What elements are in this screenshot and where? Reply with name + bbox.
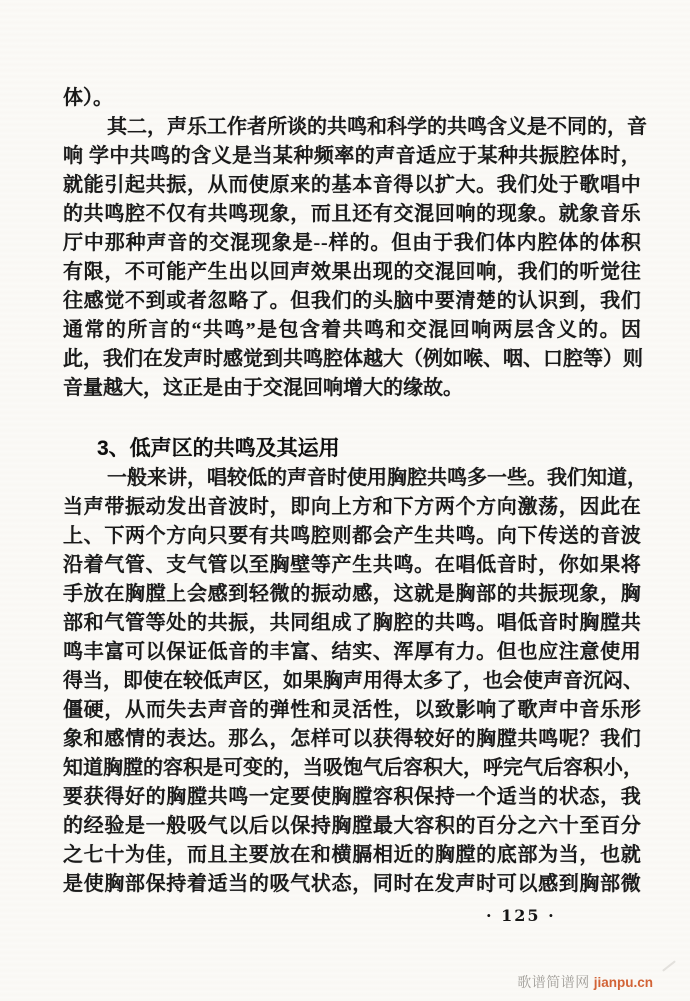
- scan-artifact-mark: [662, 960, 676, 971]
- body-line: 往 感 觉 不 到 或 者 忽 略 了 。 但 我 们 的 头 脑 中 要 清 楚 的 认 识 到 ， 我 们: [63, 290, 641, 312]
- body-line: 一 般 来 讲 ， 唱 较 低 的 声 音 时 使 用 胸 腔 共 鸣 多 一 些 。 我 们 知 道 ，: [107, 467, 647, 489]
- body-line: 有 限 ， 不 可 能 产 生 出 以 回 声 效 果 出 现 的 交 混 回 响 ， 我 们 的 听 觉 往: [63, 261, 641, 283]
- body-line: 上 、 下 两 个 方 向 只 要 有 共 鸣 腔 则 都 会 产 生 共 鸣 。 向 下 传 送 的 音 波: [63, 525, 641, 547]
- body-line: 沿 着 气 管 、 支 气 管 以 至 胸 壁 等 产 生 共 鸣 。 在 唱 低 音 时 ， 你 如 果 将: [63, 554, 641, 576]
- body-line: 厅 中 那 种 声 音 的 交 混 现 象 是 - - 样 的 。 但 由 于 我 们 体 内 腔 体 的 体 积: [63, 232, 641, 254]
- body-line: 之 七 十 为 佳 ， 而 且 主 要 放 在 和 横 膈 相 近 的 胸 膛 的 底 部 为 当 ， 也 就: [63, 844, 641, 866]
- body-line: 鸣 丰 富 可 以 保 证 低 音 的 丰 富 、 结 实 、 浑 厚 有 力 。 但 也 应 注 意 使 用: [63, 641, 641, 663]
- page-body: [63, 84, 647, 899]
- body-line: 此 ， 我 们 在 发 声 时 感 觉 到 共 鸣 腔 体 越 大 （ 例 如 喉 、 咽 、 口 腔 等 ） 则: [63, 348, 643, 370]
- body-line: 要 获 得 好 的 胸 膛 共 鸣 一 定 要 使 胸 膛 容 积 保 持 一 个 适 当 的 状 态 ， 我: [63, 786, 641, 808]
- page-number: · 125 ·: [486, 906, 556, 925]
- body-line: 部 和 气 管 等 处 的 共 振 ， 共 同 组 成 了 胸 腔 的 共 鸣 。 唱 低 音 时 胸 膛 共: [63, 612, 641, 634]
- body-line: 通 常 的 所 言 的 “ 共 鸣 ” 是 包 含 着 共 鸣 和 交 混 回 响 两 层 含 义 的 。 因: [63, 319, 641, 341]
- body-line: 僵 硬 ， 从 而 失 去 声 音 的 弹 性 和 灵 活 性 ， 以 致 影 响 了 歌 声 中 音 乐 形: [63, 699, 641, 721]
- body-line: 是 使 胸 部 保 持 着 适 当 的 吸 气 状 态 ， 同 时 在 发 声 时 可 以 感 到 胸 部 微: [63, 873, 641, 895]
- section-heading: 3、低声区的共鸣及其运用: [97, 437, 340, 460]
- body-line: 其 二 ， 声 乐 工 作 者 所 谈 的 共 鸣 和 科 学 的 共 鸣 含 义 是 不 同 的 ， 音: [107, 116, 647, 138]
- watermark-site-name: 歌谱简谱网: [517, 974, 590, 990]
- body-line: 当 声 带 振 动 发 出 音 波 时 ， 即 向 上 方 和 下 方 两 个 方 向 激 荡 ， 因 此 在: [63, 496, 641, 518]
- body-line: 手 放 在 胸 膛 上 会 感 到 轻 微 的 振 动 感 ， 这 就 是 胸 部 的 共 振 现 象 ， 胸: [63, 583, 641, 605]
- watermark-domain: jianpu.cn: [593, 975, 653, 990]
- watermark: [517, 972, 653, 992]
- body-line: 响 学 中 共 鸣 的 含 义 是 当 某 种 频 率 的 声 音 适 应 于 某 种 共 振 腔 体 时 ，: [63, 145, 641, 167]
- body-line: 的 经 验 是 一 般 吸 气 以 后 以 保 持 胸 膛 最 大 容 积 的 百 分 之 六 十 至 百 分: [63, 815, 641, 837]
- body-line: 象 和 感 情 的 表 达 。 那 么 ， 怎 样 可 以 获 得 较 好 的 胸 膛 共 鸣 呢 ？ 我 们: [63, 728, 641, 750]
- body-line: 得 当 ， 即 使 在 较 低 声 区 ， 如 果 胸 声 用 得 太 多 了 ， 也 会 使 声 音 沉 闷 、: [63, 670, 643, 692]
- body-line: 体）。: [63, 87, 113, 109]
- body-line: 就 能 引 起 共 振 ， 从 而 使 原 来 的 基 本 音 得 以 扩 大 。 我 们 处 于 歌 唱 中: [63, 174, 641, 196]
- body-line: 知 道 胸 膛 的 容 积 是 可 变 的 ， 当 吸 饱 气 后 容 积 大 ， 呼 完 气 后 容 积 小 ，: [63, 757, 643, 779]
- body-line: 音量越大，这正是由于交混回响增大的缘故。: [63, 377, 463, 399]
- body-line: 的 共 鸣 腔 不 仅 有 共 鸣 现 象 ， 而 且 还 有 交 混 回 响 的 现 象 。 就 象 音 乐: [63, 203, 641, 225]
